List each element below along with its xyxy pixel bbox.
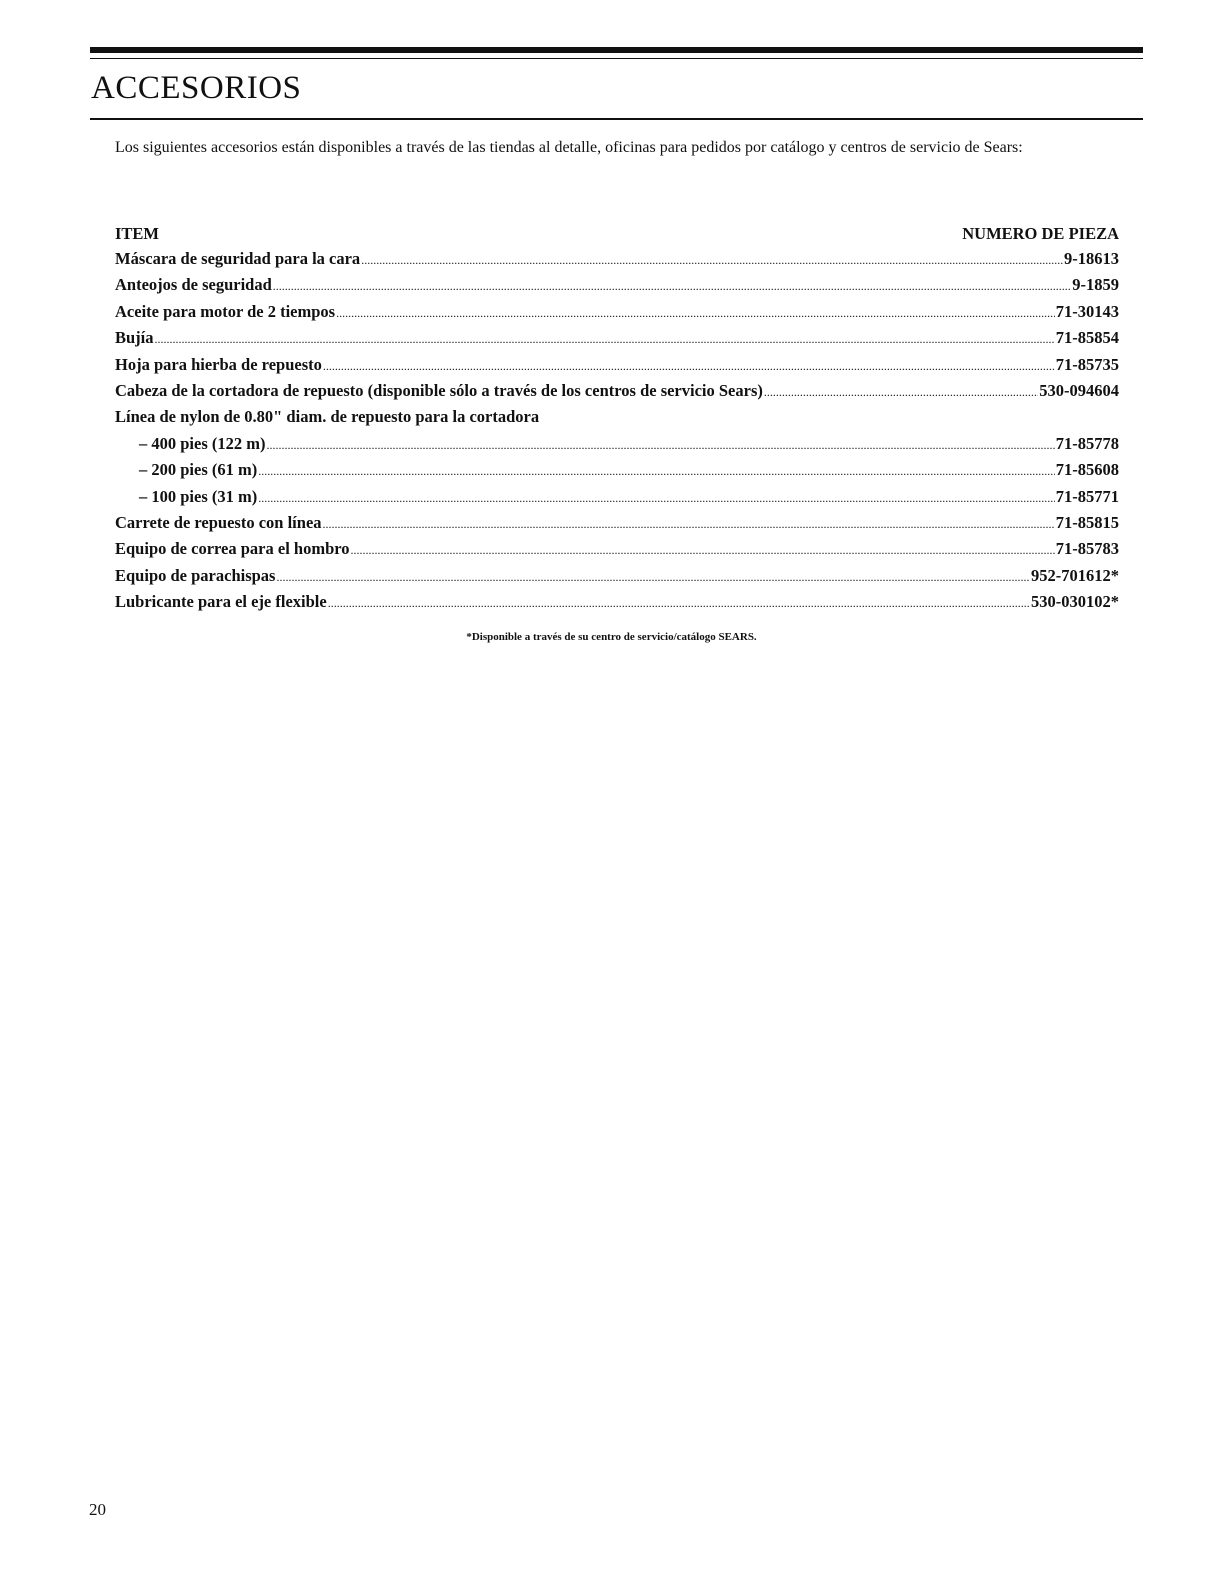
item-label: Anteojos de seguridad	[115, 275, 272, 295]
leader-dots	[276, 570, 1030, 585]
intro-paragraph: Los siguientes accesorios están disponibles a través de las tiendas al detalle, oficinas para pedidos por catálogo y centros de servicio de Sears:	[115, 139, 1023, 156]
accessories-table	[115, 224, 1119, 618]
leader-dots	[273, 279, 1071, 294]
leader-dots	[323, 517, 1055, 532]
title-underline-rule	[90, 118, 1143, 120]
item-label: Bujía	[115, 328, 154, 348]
leader-dots	[258, 491, 1055, 506]
part-number: 9-18613	[1064, 249, 1119, 268]
table-row-group-heading	[115, 407, 1119, 433]
table-row	[115, 381, 1119, 407]
part-number: 952-701612*	[1031, 565, 1119, 585]
leader-dots	[267, 438, 1055, 453]
item-label: Cabeza de la cortadora de repuesto (disponible sólo a través de los centros de servicio Sears)	[115, 380, 763, 400]
header-item: ITEM	[115, 224, 160, 243]
leader-dots	[323, 359, 1055, 374]
part-number: 71-85854	[1055, 328, 1119, 348]
table-row	[115, 566, 1119, 592]
page-title: ACCESORIOS	[91, 70, 302, 106]
part-number: 71-85783	[1055, 539, 1119, 559]
leader-dots	[351, 543, 1055, 558]
item-label: – 400 pies (122 m)	[139, 433, 266, 453]
top-thick-rule	[90, 47, 1143, 53]
table-row	[115, 460, 1119, 486]
leader-dots	[336, 306, 1055, 321]
header-part-number: NUMERO DE PIEZA	[962, 224, 1119, 243]
item-label: – 100 pies (31 m)	[139, 486, 258, 506]
table-row	[115, 539, 1119, 565]
part-number: 71-85608	[1055, 460, 1119, 480]
item-label: Equipo de correa para el hombro	[115, 539, 350, 559]
top-thin-rule	[90, 58, 1143, 59]
table-row	[115, 249, 1119, 275]
table-row	[115, 513, 1119, 539]
part-number: 71-85778	[1055, 433, 1119, 453]
table-header	[115, 224, 1119, 248]
table-row	[115, 275, 1119, 301]
table-row	[115, 302, 1119, 328]
part-number: 530-094604	[1039, 380, 1119, 400]
leader-dots	[155, 332, 1055, 347]
leader-dots	[361, 253, 1063, 268]
table-row	[115, 592, 1119, 618]
part-number: 71-30143	[1055, 301, 1119, 321]
leader-dots	[258, 464, 1055, 479]
item-label: Lubricante para el eje flexible	[115, 592, 327, 612]
table-row	[115, 434, 1119, 460]
leader-dots	[764, 385, 1038, 400]
item-label: Aceite para motor de 2 tiempos	[115, 301, 336, 321]
page-number: 20	[89, 1500, 106, 1519]
item-label: Línea de nylon de 0.80" diam. de repuesto para la cortadora	[115, 407, 540, 427]
item-label: Máscara de seguridad para la cara	[115, 249, 361, 268]
item-label: Hoja para hierba de repuesto	[115, 354, 322, 374]
item-label: Carrete de repuesto con línea	[115, 512, 322, 532]
part-number: 71-85815	[1055, 512, 1119, 532]
table-row	[115, 355, 1119, 381]
table-row	[115, 328, 1119, 354]
part-number: 71-85771	[1055, 486, 1119, 506]
item-label: – 200 pies (61 m)	[139, 460, 258, 480]
footnote: *Disponible a través de su centro de servicio/catálogo SEARS.	[466, 631, 757, 643]
item-label: Equipo de parachispas	[115, 565, 276, 585]
leader-dots	[328, 596, 1030, 611]
part-number: 530-030102*	[1031, 592, 1119, 612]
part-number: 71-85735	[1055, 354, 1119, 374]
table-row	[115, 487, 1119, 513]
part-number: 9-1859	[1072, 275, 1119, 295]
